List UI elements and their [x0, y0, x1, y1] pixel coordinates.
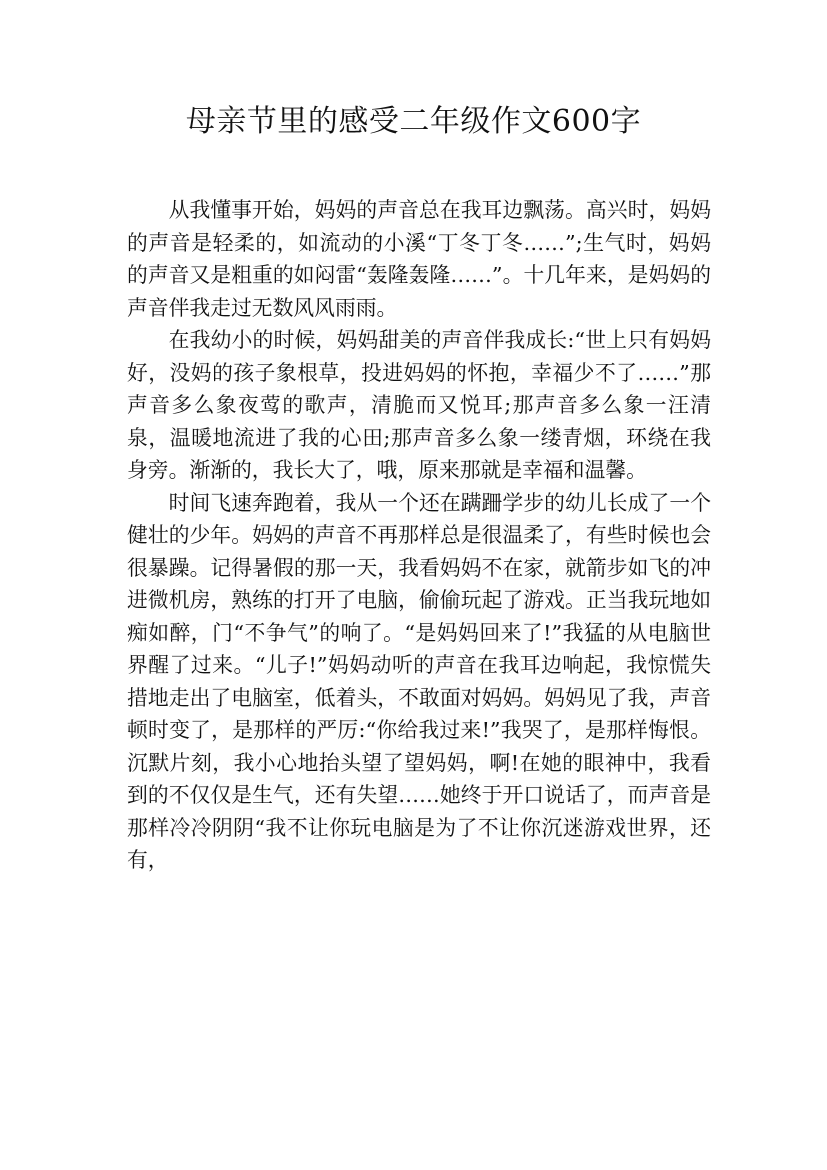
document-title: 母亲节里的感受二年级作文600字 [185, 104, 642, 139]
paragraph-3: 时间飞速奔跑着，我从一个还在蹒跚学步的幼儿长成了一个健壮的少年。妈妈的声音不再那样总是很温柔了，有些时候也会很暴躁。记得暑假的那一天，我看妈妈不在家，就箭步如飞的冲进微机房，熟练的打开了电脑，偷偷玩起了游戏。正当我玩地如痴如醉，门“不争气”的响了。“是妈妈回来了!”我猛的从电脑世界醒了过来。“儿子!”妈妈动听的声音在我耳边响起，我惊慌失措地走出了电脑室，低着头，不敢面对妈妈。妈妈见了我，声音顿时变了，是那样的严厉:“你给我过来!”我哭了，是那样悔恨。沉默片刻，我小心地抬头望了望妈妈，啊!在她的眼神中，我看到的不仅仅是生气，还有失望……她终于开口说话了，而声音是那样冷冷阴阴“我不让你玩电脑是为了不让你沉迷游戏世界，还有， [127, 490, 711, 872]
paragraph-2: 在我幼小的时候，妈妈甜美的声音伴我成长:“世上只有妈妈好，没妈的孩子象根草，投进妈妈的怀抱，幸福少不了……”那声音多么象夜莺的歌声，清脆而又悦耳;那声音多么象一汪清泉，温暖地流进了我的心田;那声音多么象一缕青烟，环绕在我身旁。渐渐的，我长大了，哦，原来那就是幸福和温馨。 [127, 328, 711, 482]
document-body [127, 194, 711, 877]
paragraph-1: 从我懂事开始，妈妈的声音总在我耳边飘荡。高兴时，妈妈的声音是轻柔的，如流动的小溪“丁冬丁冬……”;生气时，妈妈的声音又是粗重的如闷雷“轰隆轰隆……”。十几年来，是妈妈的声音伴我走过无数风风雨雨。 [127, 198, 711, 320]
